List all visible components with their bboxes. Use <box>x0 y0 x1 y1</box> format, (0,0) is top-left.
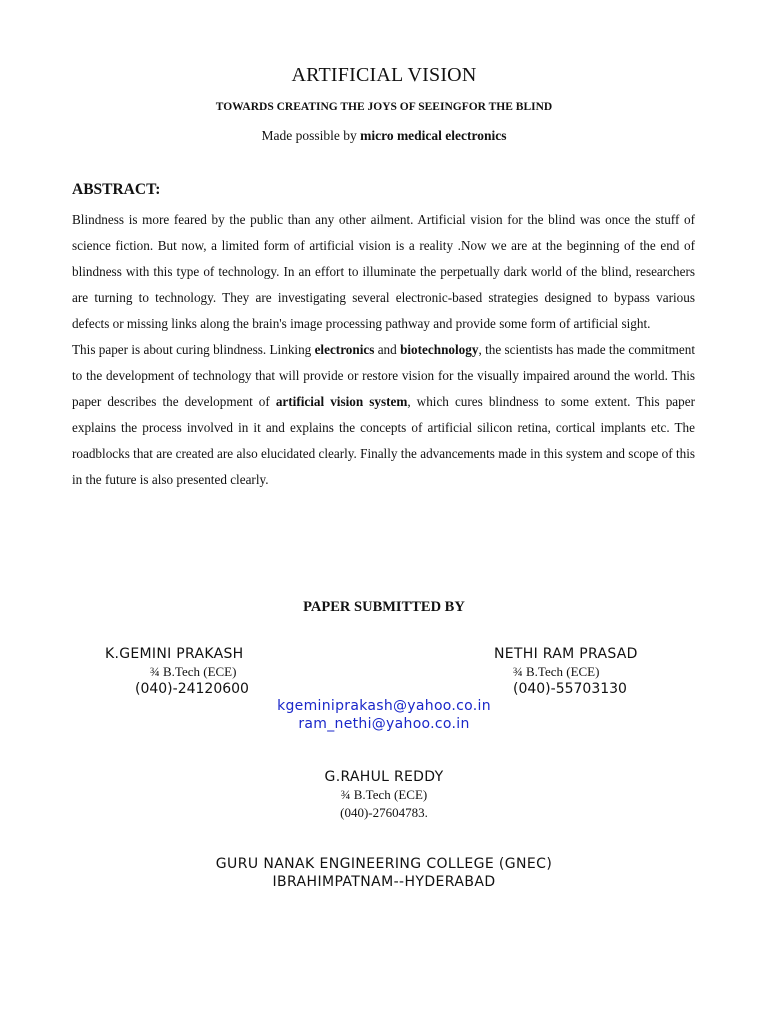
abstract-paragraph-1: Blindness is more feared by the public than any other ailment. Artificial vision for the blind was once the stuff of science fiction. But now, a limited form of artificial vision is a reality .Now we are at the beginning of the end of blindness with this type of technology. In an effort to illuminate the perpetually dark world of the blind, researchers are turning to technology. They are investigating several electronic-based strategies designed to bypass various defects or missing links along the brain's image processing pathway and provide some form of artificial sight. <box>72 212 695 331</box>
author-3-name: G.RAHUL REDDY <box>324 769 444 785</box>
author-3-degree: ¾ B.Tech (ECE) <box>340 787 428 802</box>
para2-text-a: This paper is about curing blindness. Linking <box>72 342 315 357</box>
para2-bold-electronics: electronics <box>314 342 375 357</box>
para2-text-g: , which cures blindness to some extent. This paper explains the process involved in it and explains the concepts of artificial silicon retina, cortical implants etc. The roadblocks that are created are also elucidated clearly. Finally the advancements made in this system and scope of this in the future is also presented clearly. <box>72 394 696 487</box>
author-1-degree: ¾ B.Tech (ECE) <box>150 664 237 679</box>
author-2-name: NETHI RAM PRASAD <box>494 646 638 662</box>
author-2-degree: ¾ B.Tech (ECE) <box>513 664 600 679</box>
author-1-name: K.GEMINI PRAKASH <box>105 646 244 662</box>
college-name: GURU NANAK ENGINEERING COLLEGE (GNEC) <box>215 856 553 872</box>
author-2-phone: (040)-55703130 <box>513 681 627 697</box>
made-possible-line <box>0 128 768 144</box>
para2-bold-biotechnology: biotechnology <box>400 342 479 357</box>
author-1-phone: (040)-24120600 <box>135 681 249 697</box>
abstract-paragraph-2 <box>72 337 695 493</box>
abstract-heading: ABSTRACT: <box>72 181 161 198</box>
para2-text-c: and <box>374 342 401 357</box>
made-possible-bold: micro medical electronics <box>360 128 507 143</box>
submitted-by-heading: PAPER SUBMITTED BY <box>303 599 465 615</box>
para2-text-e: , the scientists has made the commitment to the development of technology that will provide or restore vision for the visually impaired around the world. This paper describes the development of <box>72 342 696 409</box>
author-3-phone: (040)-27604783. <box>340 805 428 820</box>
email-link-1[interactable]: kgeminiprakash@yahoo.co.in <box>277 698 491 714</box>
college-location: IBRAHIMPATNAM--HYDERABAD <box>272 874 496 890</box>
email-link-2[interactable]: ram_nethi@yahoo.co.in <box>298 716 470 732</box>
made-possible-prefix: Made possible by <box>261 128 361 143</box>
paper-title: ARTIFICIAL VISION <box>291 64 477 86</box>
paper-subtitle: TOWARDS CREATING THE JOYS OF SEEINGFOR THE BLIND <box>215 101 553 113</box>
para2-bold-system: artificial vision system <box>275 394 408 409</box>
abstract-body <box>72 207 695 493</box>
